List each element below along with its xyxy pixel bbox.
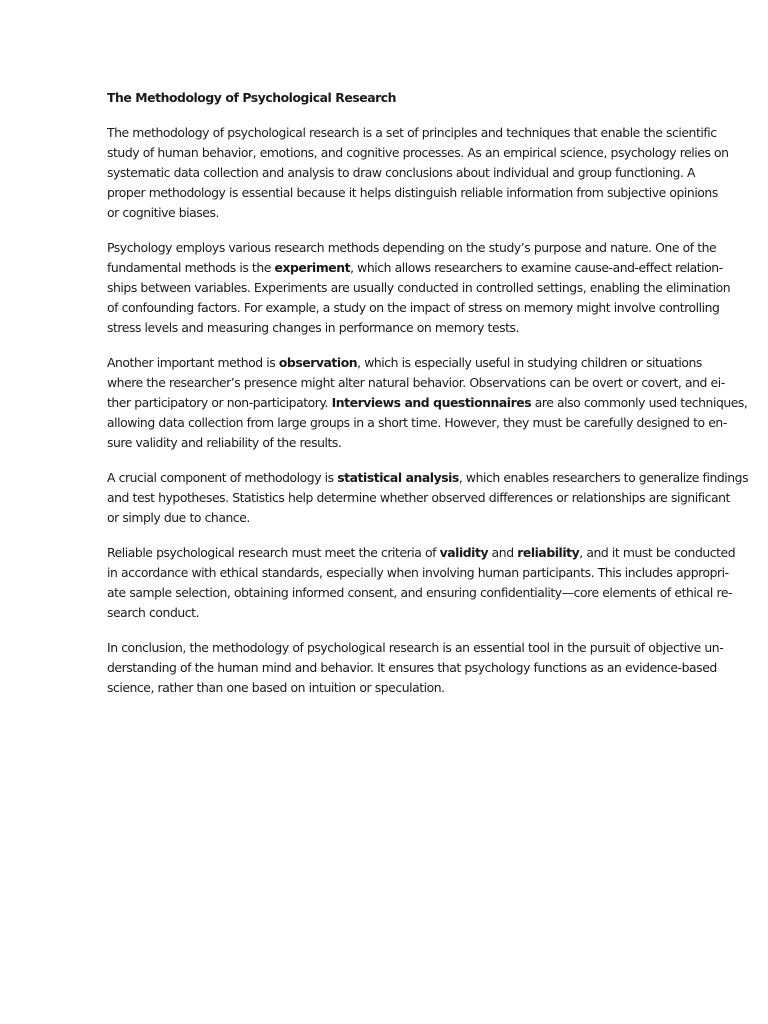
text-run: proper methodology is essential because it helps distinguish reliable information from subjective opinions [107,185,718,200]
text-run: science, rather than one based on intuition or speculation. [107,680,445,695]
bold-term: Interviews and questionnaires [331,395,532,410]
paragraph-line [107,183,718,203]
paragraph [107,353,748,453]
bold-term: experiment [274,260,351,275]
text-run: in accordance with ethical standards, especially when involving human participants. This includes appropri- [107,565,729,580]
paragraph-line [107,603,713,623]
text-run: systematic data collection and analysis to draw conclusions about individual and group functioning. A [107,165,696,180]
text-run: study of human behavior, emotions, and cognitive processes. As an empirical science, psychology relies on [107,145,729,160]
bold-term: observation [278,355,358,370]
bold-term: validity [439,545,489,560]
text-run: The methodology of psychological research is a set of principles and techniques that enable the scientific [107,125,717,140]
text-run: are also commonly used techniques, [531,395,748,410]
paragraph-line [107,638,724,658]
text-run: search conduct. [107,605,200,620]
paragraph-line [107,468,749,488]
paragraph-line [107,258,723,278]
paragraph-line [107,163,713,183]
paragraph-line [107,353,713,373]
paragraph-line [107,238,717,258]
paragraph-line [107,278,731,298]
paragraph [107,638,724,698]
text-run: of confounding factors. For example, a study on the impact of stress on memory might involve controlling [107,300,720,315]
paragraph-line [107,658,717,678]
paragraph-line [107,413,727,433]
text-run: and [488,545,518,560]
text-run: sure validity and reliability of the results. [107,435,342,450]
text-run: derstanding of the human mind and behavior. It ensures that psychology functions as an evidence-based [107,660,717,675]
paragraph-line [107,393,748,413]
paragraph [107,543,736,623]
paragraph-line [107,203,713,223]
paragraph-line [107,373,725,393]
text-run: , which enables researchers to generalize findings [458,470,749,485]
bold-term: reliability [517,545,580,560]
text-run: Reliable psychological research must meet the criteria of [107,545,440,560]
text-run: ships between variables. Experiments are usually conducted in controlled settings, enabling the elimination [107,280,731,295]
text-run: and test hypotheses. Statistics help determine whether observed differences or relationships are significant [107,490,730,505]
text-run: , and it must be conducted [579,545,736,560]
paragraph-line [107,318,713,338]
paragraph-line [107,563,729,583]
paragraph-line [107,123,717,143]
paragraph [107,238,731,338]
text-run: allowing data collection from large groups in a short time. However, they must be carefully designed to en- [107,415,727,430]
paragraph-line [107,508,713,528]
bold-term: statistical analysis [337,470,459,485]
paragraph-line [107,143,729,163]
text-run: , which is especially useful in studying children or situations [357,355,702,370]
text-run: ate sample selection, obtaining informed consent, and ensuring confidentiality—core elements of ethical re- [107,585,733,600]
text-run: fundamental methods is the [107,260,275,275]
text-run: , which allows researchers to examine cause-and-effect relation- [350,260,723,275]
text-run: Another important method is [107,355,279,370]
paragraph-line [107,583,733,603]
text-run: where the researcher’s presence might alter natural behavior. Observations can be overt or covert, and ei- [107,375,725,390]
paragraph-line [107,298,720,318]
text-run: ther participatory or non-participatory. [107,395,332,410]
document-body [107,88,749,713]
text-run: A crucial component of methodology is [107,470,338,485]
paragraph-list [107,123,749,698]
text-run: stress levels and measuring changes in performance on memory tests. [107,320,520,335]
paragraph [107,123,729,223]
paragraph-line [107,433,713,453]
paragraph [107,468,749,528]
text-run: or cognitive biases. [107,205,219,220]
text-run: In conclusion, the methodology of psychological research is an essential tool in the pursuit of objective un- [107,640,724,655]
document-title: The Methodology of Psychological Research [107,90,397,105]
paragraph-line [107,543,736,563]
paragraph-line [107,678,713,698]
paragraph-line [107,488,730,508]
text-run: or simply due to chance. [107,510,250,525]
text-run: Psychology employs various research methods depending on the study’s purpose and nature. One of the [107,240,717,255]
